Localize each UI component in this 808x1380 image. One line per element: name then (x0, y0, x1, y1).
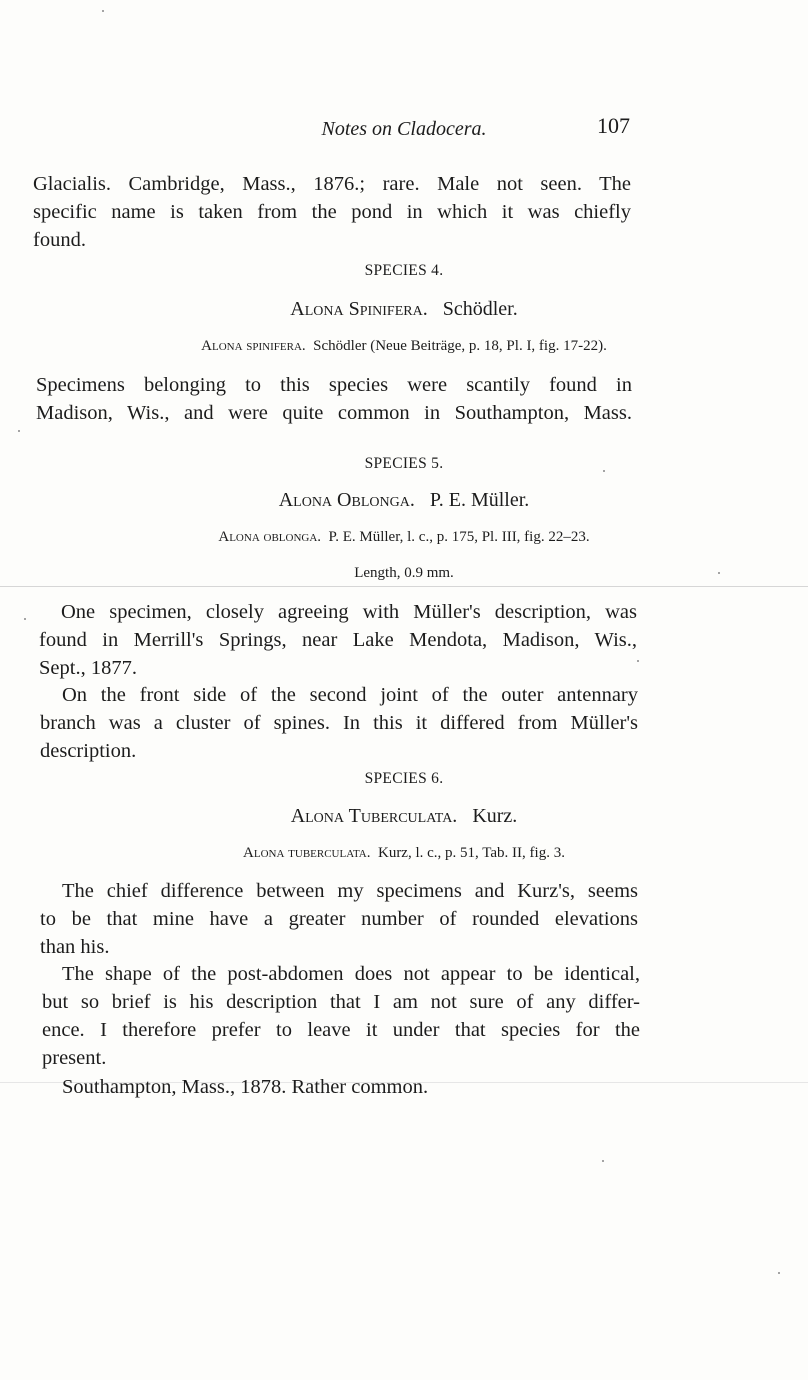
text-line: Madison, Wis., and were quite common in Southampton, Mass. (36, 402, 632, 424)
species-6-citation (0, 845, 808, 862)
text-line: description. (40, 740, 137, 762)
species-5-paragraph-2 (40, 681, 638, 765)
text-line: The shape of the post-abdomen does not appear to be identical, (62, 963, 640, 985)
species-6-citation-ref: Kurz, l. c., p. 51, Tab. II, fig. 3. (377, 845, 565, 861)
species-5-title (0, 489, 808, 512)
text-line: Sept., 1877. (39, 657, 137, 679)
scan-speck (18, 430, 20, 432)
species-5-citation-ref: P. E. Müller, l. c., p. 175, Pl. III, fig. 22–23. (328, 529, 590, 545)
text-line: present. (42, 1047, 107, 1069)
scan-speck (603, 470, 605, 472)
text-line: than his. (40, 936, 110, 958)
species-6-title (0, 805, 808, 828)
scan-line (0, 586, 808, 587)
running-title: Notes on Cladocera. (321, 118, 487, 140)
scan-speck (102, 10, 104, 12)
text-line: The chief difference between my specimens and Kurz's, seems (62, 880, 638, 902)
scan-speck (778, 1272, 780, 1274)
text-line: found in Merrill's Springs, near Lake Mendota, Madison, Wis., (39, 629, 637, 651)
text-line: but so brief is his description that I am not sure of any differ- (42, 991, 640, 1013)
species-4-citation (0, 338, 808, 355)
species-5-paragraph-1 (39, 598, 637, 682)
species-6-heading: SPECIES 6. (364, 770, 444, 787)
intro-paragraph (33, 170, 631, 254)
text-line: Southampton, Mass., 1878. Rather common. (62, 1076, 429, 1098)
species-6-name: Alona Tuberculata. (290, 805, 458, 827)
text-line: ence. I therefore prefer to leave it under that species for the (42, 1019, 640, 1041)
species-6-citation-name: Alona tuberculata. (243, 845, 371, 861)
species-6-paragraph-3 (62, 1073, 638, 1101)
species-5-length: Length, 0.9 mm. (354, 565, 454, 581)
species-4-name: Alona Spinifera. (290, 298, 428, 320)
text-line: One specimen, closely agreeing with Müller's description, was (61, 601, 637, 623)
species-4-citation-name: Alona spinifera. (201, 338, 306, 354)
scan-speck (24, 618, 26, 620)
species-5-author: P. E. Müller. (429, 489, 530, 511)
text-line: Glacialis. Cambridge, Mass., 1876.; rare. Male not seen. The (33, 173, 631, 195)
page-number: 107 (597, 113, 630, 138)
scan-speck (637, 660, 639, 662)
text-line: specific name is taken from the pond in which it was chiefly (33, 201, 631, 223)
text-line: branch was a cluster of spines. In this it differed from Müller's (40, 712, 638, 734)
species-4-title (0, 298, 808, 321)
species-6-paragraph-2 (42, 960, 640, 1072)
species-5-citation-name: Alona oblonga. (218, 529, 322, 545)
species-6-author: Kurz. (472, 805, 518, 827)
text-line: On the front side of the second joint of the outer antennary (62, 684, 638, 706)
species-5-name: Alona Oblonga. (278, 489, 415, 511)
species-6-paragraph-1 (40, 877, 638, 961)
species-4-heading: SPECIES 4. (364, 262, 444, 279)
text-line: to be that mine have a greater number of rounded elevations (40, 908, 638, 930)
species-4-citation-ref: Schödler (Neue Beiträge, p. 18, Pl. I, fig. 17-22). (313, 338, 607, 354)
species-4-paragraph (36, 371, 632, 427)
scan-speck (602, 1160, 604, 1162)
species-5-citation (0, 529, 808, 546)
text-line: found. (33, 229, 86, 251)
species-4-author: Schödler. (442, 298, 518, 320)
text-line: Specimens belonging to this species were scantily found in (36, 374, 632, 396)
scan-speck (718, 572, 720, 574)
species-5-heading: SPECIES 5. (364, 455, 444, 472)
